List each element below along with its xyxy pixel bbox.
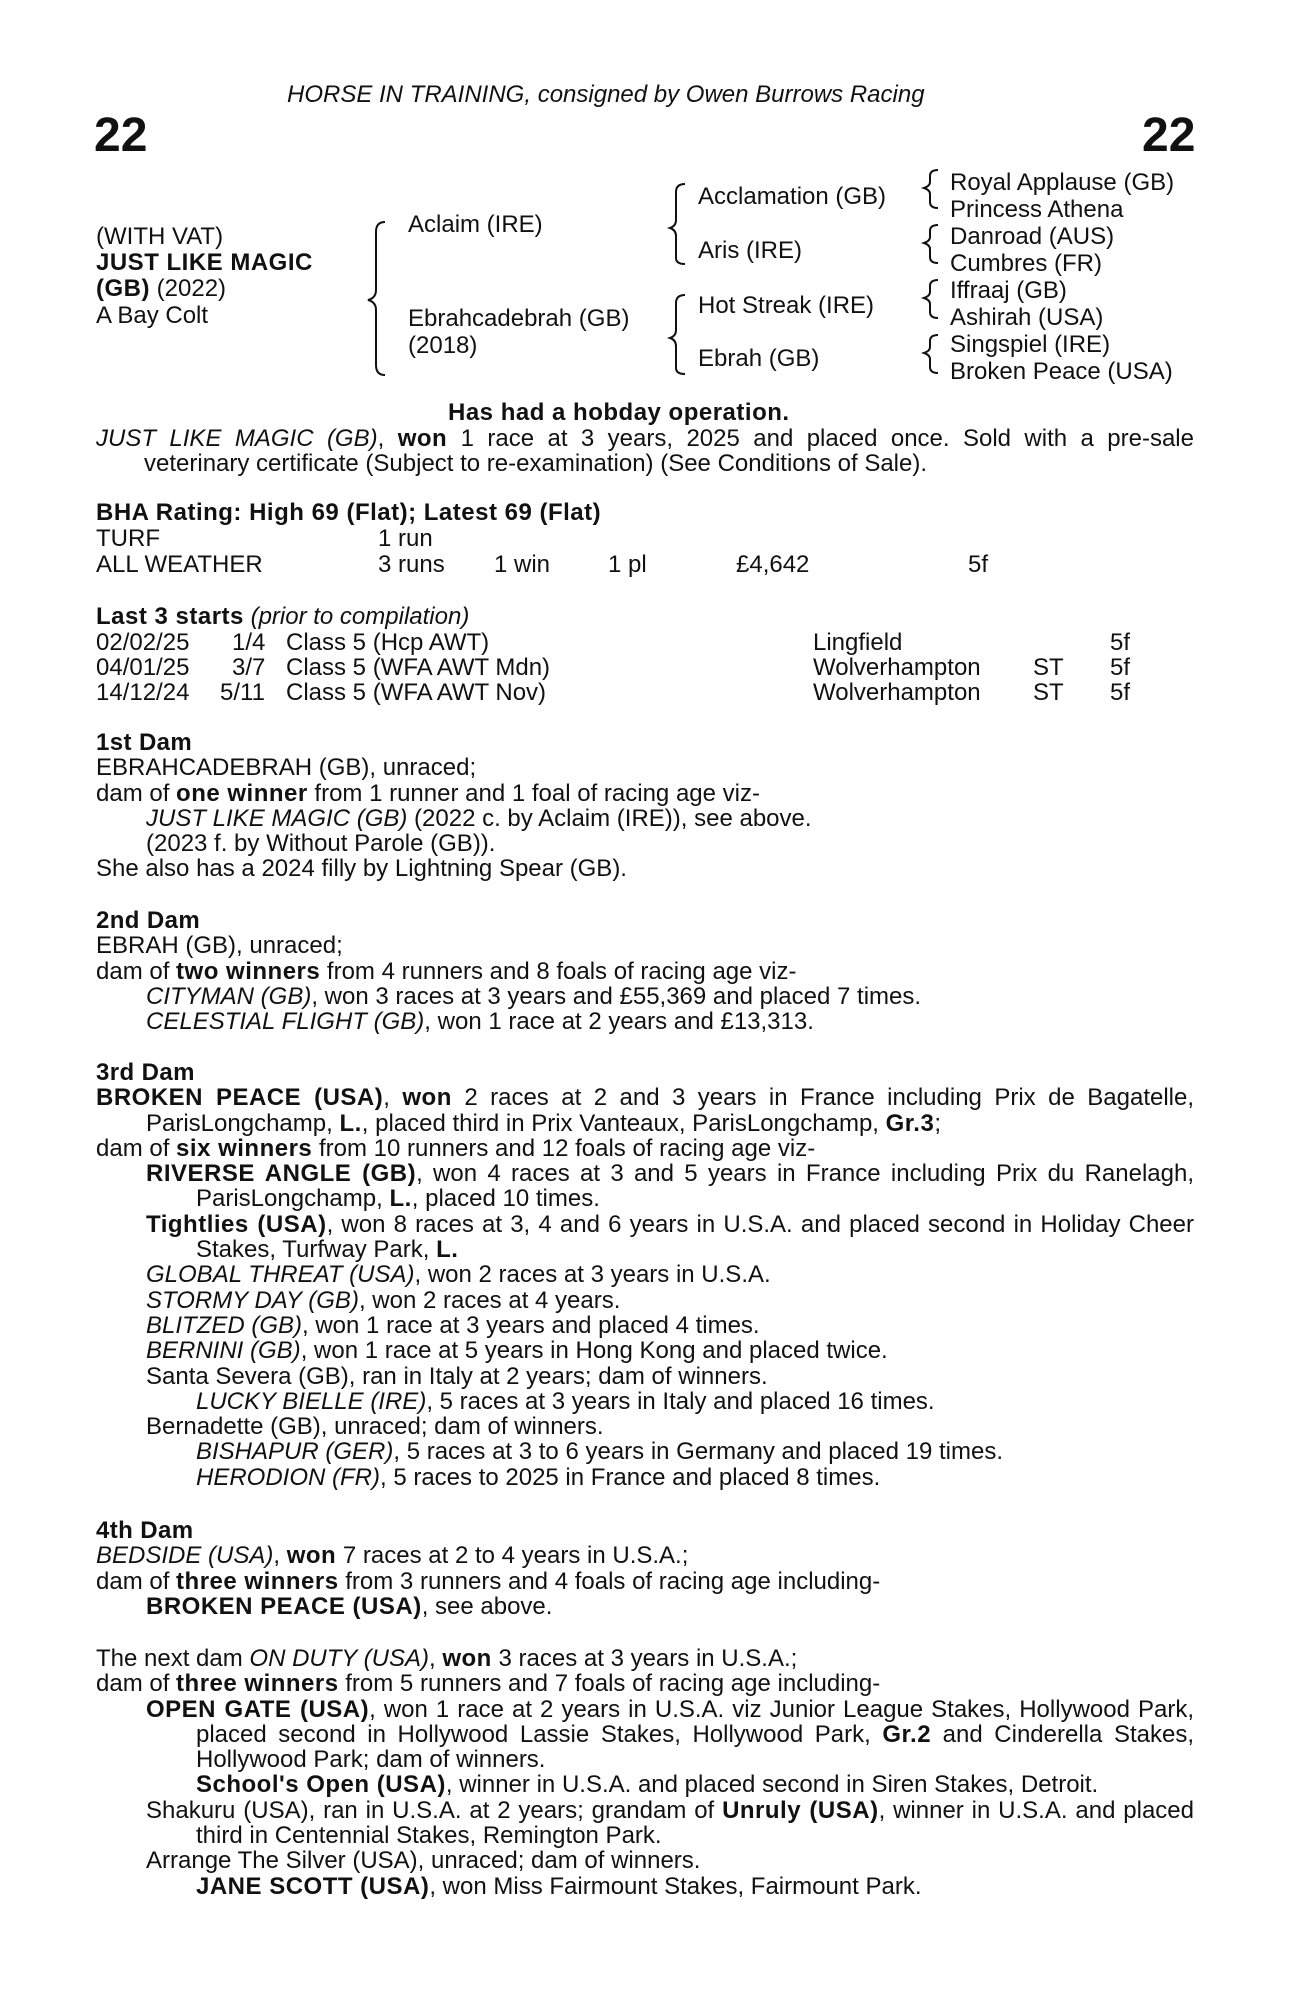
pedigree-dam-dam: Ebrah (GB) xyxy=(698,345,820,372)
pedigree-g6: Ashirah (USA) xyxy=(950,304,1104,331)
horse-country: (GB) xyxy=(96,275,150,302)
summary-text1: 1 race at 3 years, 2025 and placed once. Sold with a pre-sale xyxy=(447,425,1194,452)
horse-year: (2022) xyxy=(156,275,227,302)
start-race: Class 5 (WFA AWT Mdn) xyxy=(286,654,551,681)
aw-distance: 5f xyxy=(968,551,989,578)
summary-horse-name: JUST LIKE MAGIC (GB) xyxy=(96,425,378,452)
start-course: Wolverhampton xyxy=(813,654,981,681)
pedigree-bracket-g78 xyxy=(924,335,938,373)
page-title: HORSE IN TRAINING, consigned by Owen Burrows Racing xyxy=(287,81,925,108)
start-course: Wolverhampton xyxy=(813,679,981,706)
first-dam-progeny-1: JUST LIKE MAGIC (GB) (2022 c. by Aclaim (IRE)), see above. xyxy=(146,804,812,832)
next-dam-progeny-1: OPEN GATE (USA), won 1 race at 2 years in U.S.A. viz Junior League Stakes, Hollywood Park, placed second in Hollywood Lassie Stakes, Hollywood Park, Gr.2 and Cinderella Stakes, Hollywood Park; dam of winners. xyxy=(146,1695,1194,1774)
second-dam-line2: dam of two winners from 4 runners and 8 foals of racing age viz- xyxy=(96,957,797,985)
next-dam-section xyxy=(96,1646,1194,1899)
pedigree-g1: Royal Applause (GB) xyxy=(950,169,1175,196)
pedigree-bracket-g34 xyxy=(924,225,938,263)
start-date: 02/02/25 xyxy=(96,629,190,656)
aw-prize: £4,642 xyxy=(736,551,810,578)
summary-text2: veterinary certificate (Subject to re-examination) (See Conditions of Sale). xyxy=(144,450,928,478)
third-dam-heading: 3rd Dam xyxy=(96,1059,195,1086)
pedigree-bracket-g12 xyxy=(924,170,938,208)
pedigree-bracket-dam xyxy=(670,295,685,374)
fourth-dam-line1: BEDSIDE (USA), won 7 races at 2 to 4 years in U.S.A.; xyxy=(96,1542,689,1570)
aw-placed: 1 pl xyxy=(608,551,647,578)
horse-description: A Bay Colt xyxy=(96,302,209,329)
start-date: 04/01/25 xyxy=(96,654,190,681)
next-dam-grandprogeny-2: JANE SCOTT (USA), won Miss Fairmount Stakes, Fairmount Park. xyxy=(196,1872,922,1900)
start-race: Class 5 (Hcp AWT) xyxy=(286,629,490,656)
pedigree-g3: Danroad (AUS) xyxy=(950,223,1115,250)
third-dam-progeny-5: BLITZED (GB), won 1 race at 3 years and placed 4 times. xyxy=(146,1311,760,1339)
pedigree-bracket-main xyxy=(368,222,385,375)
pedigree-g5: Iffraaj (GB) xyxy=(950,277,1067,304)
vat-label: (WITH VAT) xyxy=(96,223,224,250)
third-dam-section xyxy=(96,1060,1194,1490)
third-dam-progeny-2: Tightlies (USA), won 8 races at 3, 4 and 6 years in U.S.A. and placed second in Holiday Cheer Stakes, Turfway Park, L. xyxy=(146,1210,1194,1264)
pedigree-dam-sire: Hot Streak (IRE) xyxy=(698,292,875,319)
aw-label: ALL WEATHER xyxy=(96,551,263,578)
aw-wins: 1 win xyxy=(494,551,551,578)
summary-paragraph: JUST LIKE MAGIC (GB), won 1 race at 3 years, 2025 and placed once. Sold with a pre-sale veterinary certificate (Subject to re-examination) (See Conditions of Sale). xyxy=(96,425,1194,478)
pedigree-g7: Singspiel (IRE) xyxy=(950,331,1111,358)
pedigree-sire: Aclaim (IRE) xyxy=(408,211,543,238)
pedigree-bracket-g56 xyxy=(924,280,938,318)
pedigree-g8: Broken Peace (USA) xyxy=(950,358,1173,385)
start-st: ST xyxy=(1033,654,1064,681)
fourth-dam-section xyxy=(96,1518,1194,1619)
third-dam-progeny-4: STORMY DAY (GB), won 2 races at 4 years. xyxy=(146,1286,621,1314)
last-starts-subtitle: (prior to compilation) xyxy=(250,603,470,630)
pedigree-sire-dam: Aris (IRE) xyxy=(698,237,802,264)
next-dam-progeny-2: Shakuru (USA), ran in U.S.A. at 2 years; grandam of Unruly (USA), winner in U.S.A. and placed third in Centennial Stakes, Remington Park. xyxy=(146,1796,1194,1850)
start-distance: 5f xyxy=(1110,679,1131,706)
first-dam-progeny-2: (2023 f. by Without Parole (GB)). xyxy=(146,830,496,858)
second-dam-line1: EBRAH (GB), unraced; xyxy=(96,932,343,960)
first-dam-section xyxy=(96,730,1194,882)
last-starts-heading xyxy=(96,604,469,630)
start-position: 5/11 xyxy=(220,679,265,706)
horse-name: JUST LIKE MAGIC xyxy=(96,249,313,276)
second-dam-progeny-2: CELESTIAL FLIGHT (GB), won 1 race at 2 years and £13,313. xyxy=(146,1008,814,1036)
first-dam-line2: dam of one winner from 1 runner and 1 foal of racing age viz- xyxy=(96,779,760,807)
first-dam-line1: EBRAHCADEBRAH (GB), unraced; xyxy=(96,754,477,782)
turf-runs: 1 run xyxy=(378,525,433,552)
start-st: ST xyxy=(1033,679,1064,706)
third-dam-progeny-3: GLOBAL THREAT (USA), won 2 races at 3 years in U.S.A. xyxy=(146,1261,771,1289)
third-dam-line2: dam of six winners from 10 runners and 12 foals of racing age viz- xyxy=(96,1134,816,1162)
third-dam-progeny-7: Santa Severa (GB), ran in Italy at 2 years; dam of winners. xyxy=(146,1362,768,1390)
start-distance: 5f xyxy=(1110,629,1131,656)
lot-number-right: 22 xyxy=(1142,109,1196,162)
fourth-dam-progeny-1: BROKEN PEACE (USA), see above. xyxy=(146,1592,553,1620)
second-dam-section xyxy=(96,908,1194,1034)
pedigree-sire-sire: Acclamation (GB) xyxy=(698,183,887,210)
first-dam-heading: 1st Dam xyxy=(96,729,193,756)
third-dam-progeny-8: Bernadette (GB), unraced; dam of winners. xyxy=(146,1413,604,1441)
third-dam-grandprogeny-2: BISHAPUR (GER), 5 races at 3 to 6 years in Germany and placed 19 times. xyxy=(196,1438,1004,1466)
start-race: Class 5 (WFA AWT Nov) xyxy=(286,679,547,706)
start-position: 1/4 xyxy=(232,629,266,656)
pedigree-dam-year: (2018) xyxy=(408,332,478,359)
third-dam-progeny-6: BERNINI (GB), won 1 race at 5 years in Hong Kong and placed twice. xyxy=(146,1337,888,1365)
aw-runs: 3 runs xyxy=(378,551,445,578)
lot-number-left: 22 xyxy=(94,109,148,162)
third-dam-progeny-1: RIVERSE ANGLE (GB), won 4 races at 3 and 5 years in France including Prix du Ranelagh, ParisLongchamp, L., placed 10 times. xyxy=(146,1160,1194,1213)
start-date: 14/12/24 xyxy=(96,679,190,706)
next-dam-progeny-3: Arrange The Silver (USA), unraced; dam of winners. xyxy=(146,1847,701,1875)
third-dam-grandprogeny-1: LUCKY BIELLE (IRE), 5 races at 3 years in Italy and placed 16 times. xyxy=(196,1387,935,1415)
third-dam-grandprogeny-3: HERODION (FR), 5 races to 2025 in France and placed 8 times. xyxy=(196,1463,881,1491)
fourth-dam-line2: dam of three winners from 3 runners and 4 foals of racing age including- xyxy=(96,1567,881,1595)
start-distance: 5f xyxy=(1110,654,1131,681)
pedigree-bracket-sire xyxy=(670,184,685,264)
first-dam-line5: She also has a 2024 filly by Lightning Spear (GB). xyxy=(96,855,627,883)
pedigree-g4: Cumbres (FR) xyxy=(950,250,1103,277)
last-starts-title: Last 3 starts xyxy=(96,603,244,630)
start-position: 3/7 xyxy=(232,654,266,681)
next-dam-grandprogeny-1: School's Open (USA), winner in U.S.A. and placed second in Siren Stakes, Detroit. xyxy=(196,1771,1099,1799)
summary-won: won xyxy=(397,425,448,452)
second-dam-heading: 2nd Dam xyxy=(96,907,201,934)
third-dam-para1: BROKEN PEACE (USA), won 2 races at 2 and 3 years in France including Prix de Bagatelle, ParisLongchamp, L., placed third in Prix Vanteaux, ParisLongchamp, Gr.3; xyxy=(96,1084,1195,1137)
next-dam-line1: The next dam ON DUTY (USA), won 3 races at 3 years in U.S.A.; xyxy=(96,1645,798,1672)
hobday-note: Has had a hobday operation. xyxy=(448,399,790,426)
turf-label: TURF xyxy=(96,525,160,552)
pedigree-g2: Princess Athena xyxy=(950,196,1124,223)
pedigree-dam: Ebrahcadebrah (GB) xyxy=(408,305,630,332)
rating-heading: BHA Rating: High 69 (Flat); Latest 69 (Flat) xyxy=(96,499,602,526)
start-course: Lingfield xyxy=(813,629,903,656)
next-dam-line2: dam of three winners from 5 runners and 7 foals of racing age including- xyxy=(96,1670,881,1698)
second-dam-progeny-1: CITYMAN (GB), won 3 races at 3 years and £55,369 and placed 7 times. xyxy=(146,982,922,1010)
fourth-dam-heading: 4th Dam xyxy=(96,1517,194,1544)
